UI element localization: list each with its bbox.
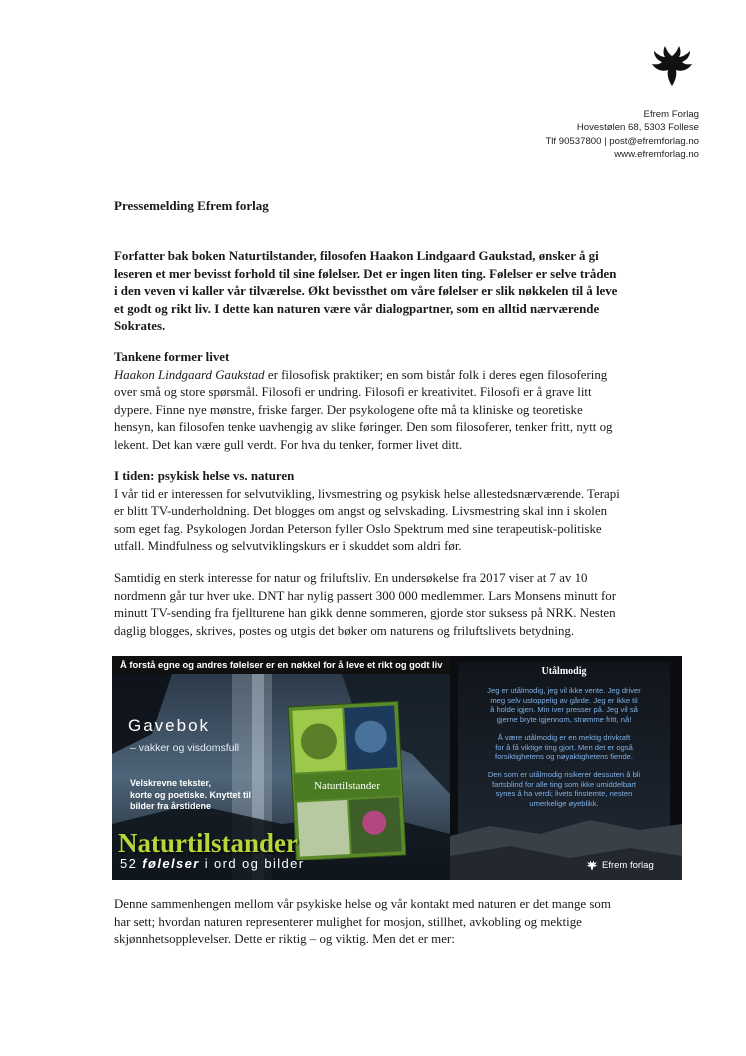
paragraph-line: Samtidig en sterk interesse for natur og friluftsliv. En undersøkelse fra 2017 viser at 7 av 10 [114,571,588,585]
section-sammenheng [114,896,669,949]
paragraph-line [114,367,669,385]
description-line: bilder fra årstidene [130,801,212,811]
publisher-address: Hovestølen 68, 5303 Follese [576,122,699,134]
excerpt-line: umerkelige øyeblikk. [529,799,599,809]
banner-publisher: Efrem forlag [602,860,654,871]
paragraph-line: skjønnhetsopplevelser. Dette er riktig – og viktig. Men det er mer: [114,932,455,946]
lead-line: Sokrates. [114,319,166,333]
subtitle-word: følelser [142,856,200,871]
paragraph-line: over små og store spørsmål. Filosofi er undring. Filosofi er kreativitet. Filosofi er å grave litt [114,385,592,399]
lead-line: et godt og rikt liv. I dette kan naturen være vår dialogpartner, som en alltid nærværende [114,301,600,316]
paragraph-line: dypere. Finne nye mønstre, friske farger. Der psykologene ofte må ta kliniske og teoretiske [114,402,583,417]
paragraph-line: daglig blogges, skrives, postes og utgis det bøker om naturens og friluftslivets betydning. [114,623,575,638]
lead-line: leseren et mer bevisst forhold til sine følelser. Det er ingen liten ting. Følelser er selve tråden [114,266,617,281]
excerpt-line: Å være utålmodig er en mektig drivkraft [497,732,631,742]
paragraph-text: er filosofisk praktiker; en som bistår folk i deres egen filosofering [264,367,608,382]
gavebok-label: Gavebok [128,716,211,735]
publisher-contact: Tlf 90537800 | post@efremforlag.no [545,135,699,147]
author-name: Haakon Lindgaard Gaukstad [114,367,265,382]
paragraph-line: er blitt TV-underholdning. Det blogges om angst og selvskading. Livsmestring skal inn i skolen [114,504,608,518]
subtitle-number: 52 [120,856,138,871]
excerpt-line: for å få viktige ting gjort. Men det er også [495,742,633,752]
book-subtitle [120,856,305,871]
excerpt-line: Den som er utålmodig risikerer dessuten å bli [487,769,641,779]
excerpt-line: å holde igjen. Min iver presser på. Jeg vil så [490,705,638,715]
excerpt-line: gjerne bryte igjennom, strømme fritt, nå! [496,715,632,725]
paragraph-line: hensyn, kan filosofen tenke uavhengig av slike føringer. Den som filosoferer, tenker fritt, nytt og [114,420,613,434]
paragraph-line: lekent. Det kan være gull verdt. For hva du tenker, former livet ditt. [114,437,463,452]
excerpt-text [458,686,670,809]
book-cover-image [288,700,406,860]
excerpt-line: fartsblind for alle ting som ikke umiddelbart [492,779,636,789]
bird-logo-icon [586,860,598,871]
publisher-name: Efrem Forlag [643,109,699,120]
section-i-tiden [114,468,669,556]
section-heading: Tankene former livet [114,350,230,364]
paragraph-line: nordmenn går tur hver uke. DNT har nylig passert 300 000 medlemmer. Lars Monsens minutt for [114,588,617,603]
lead-paragraph [114,248,659,336]
section-tankene [114,349,669,454]
gavebok-subtitle: – vakker og visdomsfull [130,742,240,754]
paragraph-line: minutt TV-sending fra fjellturene han gikk denne sommeren, gjorde stor suksess på NRK. Nesten [114,606,616,620]
document-title: Pressemelding Efrem forlag [114,198,269,213]
subtitle-rest: i ord og bilder [204,856,305,871]
excerpt-title: Utålmodig [541,666,587,677]
banner-description [130,778,251,813]
excerpt-line: forsiktighetens og nøyaktighetens fiende. [494,752,634,762]
excerpt-line: Jeg er utålmodig, jeg vil ikke vente. Jeg driver [487,686,641,695]
excerpt-line: meg selv ustoppelig av gårde. Jeg er ikke til [490,695,638,705]
paragraph-line: utfall. Mindfulness og selvutviklingskurs er i skuddet som aldri før. [114,539,462,553]
excerpt-line: synes å ha verdi; livets finstemte, nesten [495,789,633,799]
description-line: korte og poetiske. Knyttet til [130,789,252,800]
lead-line: i den veven vi kaller vår tilværelse. Økt bevissthet om våre følelser er slik nøkkelen til å leve [114,284,618,298]
description-line: Velskrevne tekster, [130,778,212,788]
paragraph-line: Denne sammenhengen mellom vår psykiske helse og vår kontakt med naturen er det mange som [114,897,611,911]
banner-tagline: Å forstå egne og andres følelser er en nøkkel for å leve et rikt og godt liv [112,656,458,674]
book-title: Naturtilstander [118,828,298,858]
paragraph-line: har sett; hvordan naturen representerer mulighet for mosjon, stillhet, avkobling og mektige [114,914,582,929]
section-natur [114,570,669,640]
book-advert-banner [112,656,682,880]
sender-address-block [545,108,699,162]
lead-line: Forfatter bak boken Naturtilstander, filosofen Haakon Lindgaard Gaukstad, ønsker å gi [114,249,599,263]
paragraph-line: som eget fag. Psykologen Jordan Peterson fyller Oslo Spektrum med sine terapeutisk-politiske [114,521,602,536]
book-cover-title: Naturtilstander [314,780,380,792]
paragraph-line: I vår tid er interessen for selvutvikling, livsmestring og psykisk helse allestedsnærværende. Terapi [114,486,620,501]
publisher-website: www.efremforlag.no [614,149,699,161]
section-heading: I tiden: psykisk helse vs. naturen [114,469,295,483]
bird-logo-icon [650,44,694,88]
